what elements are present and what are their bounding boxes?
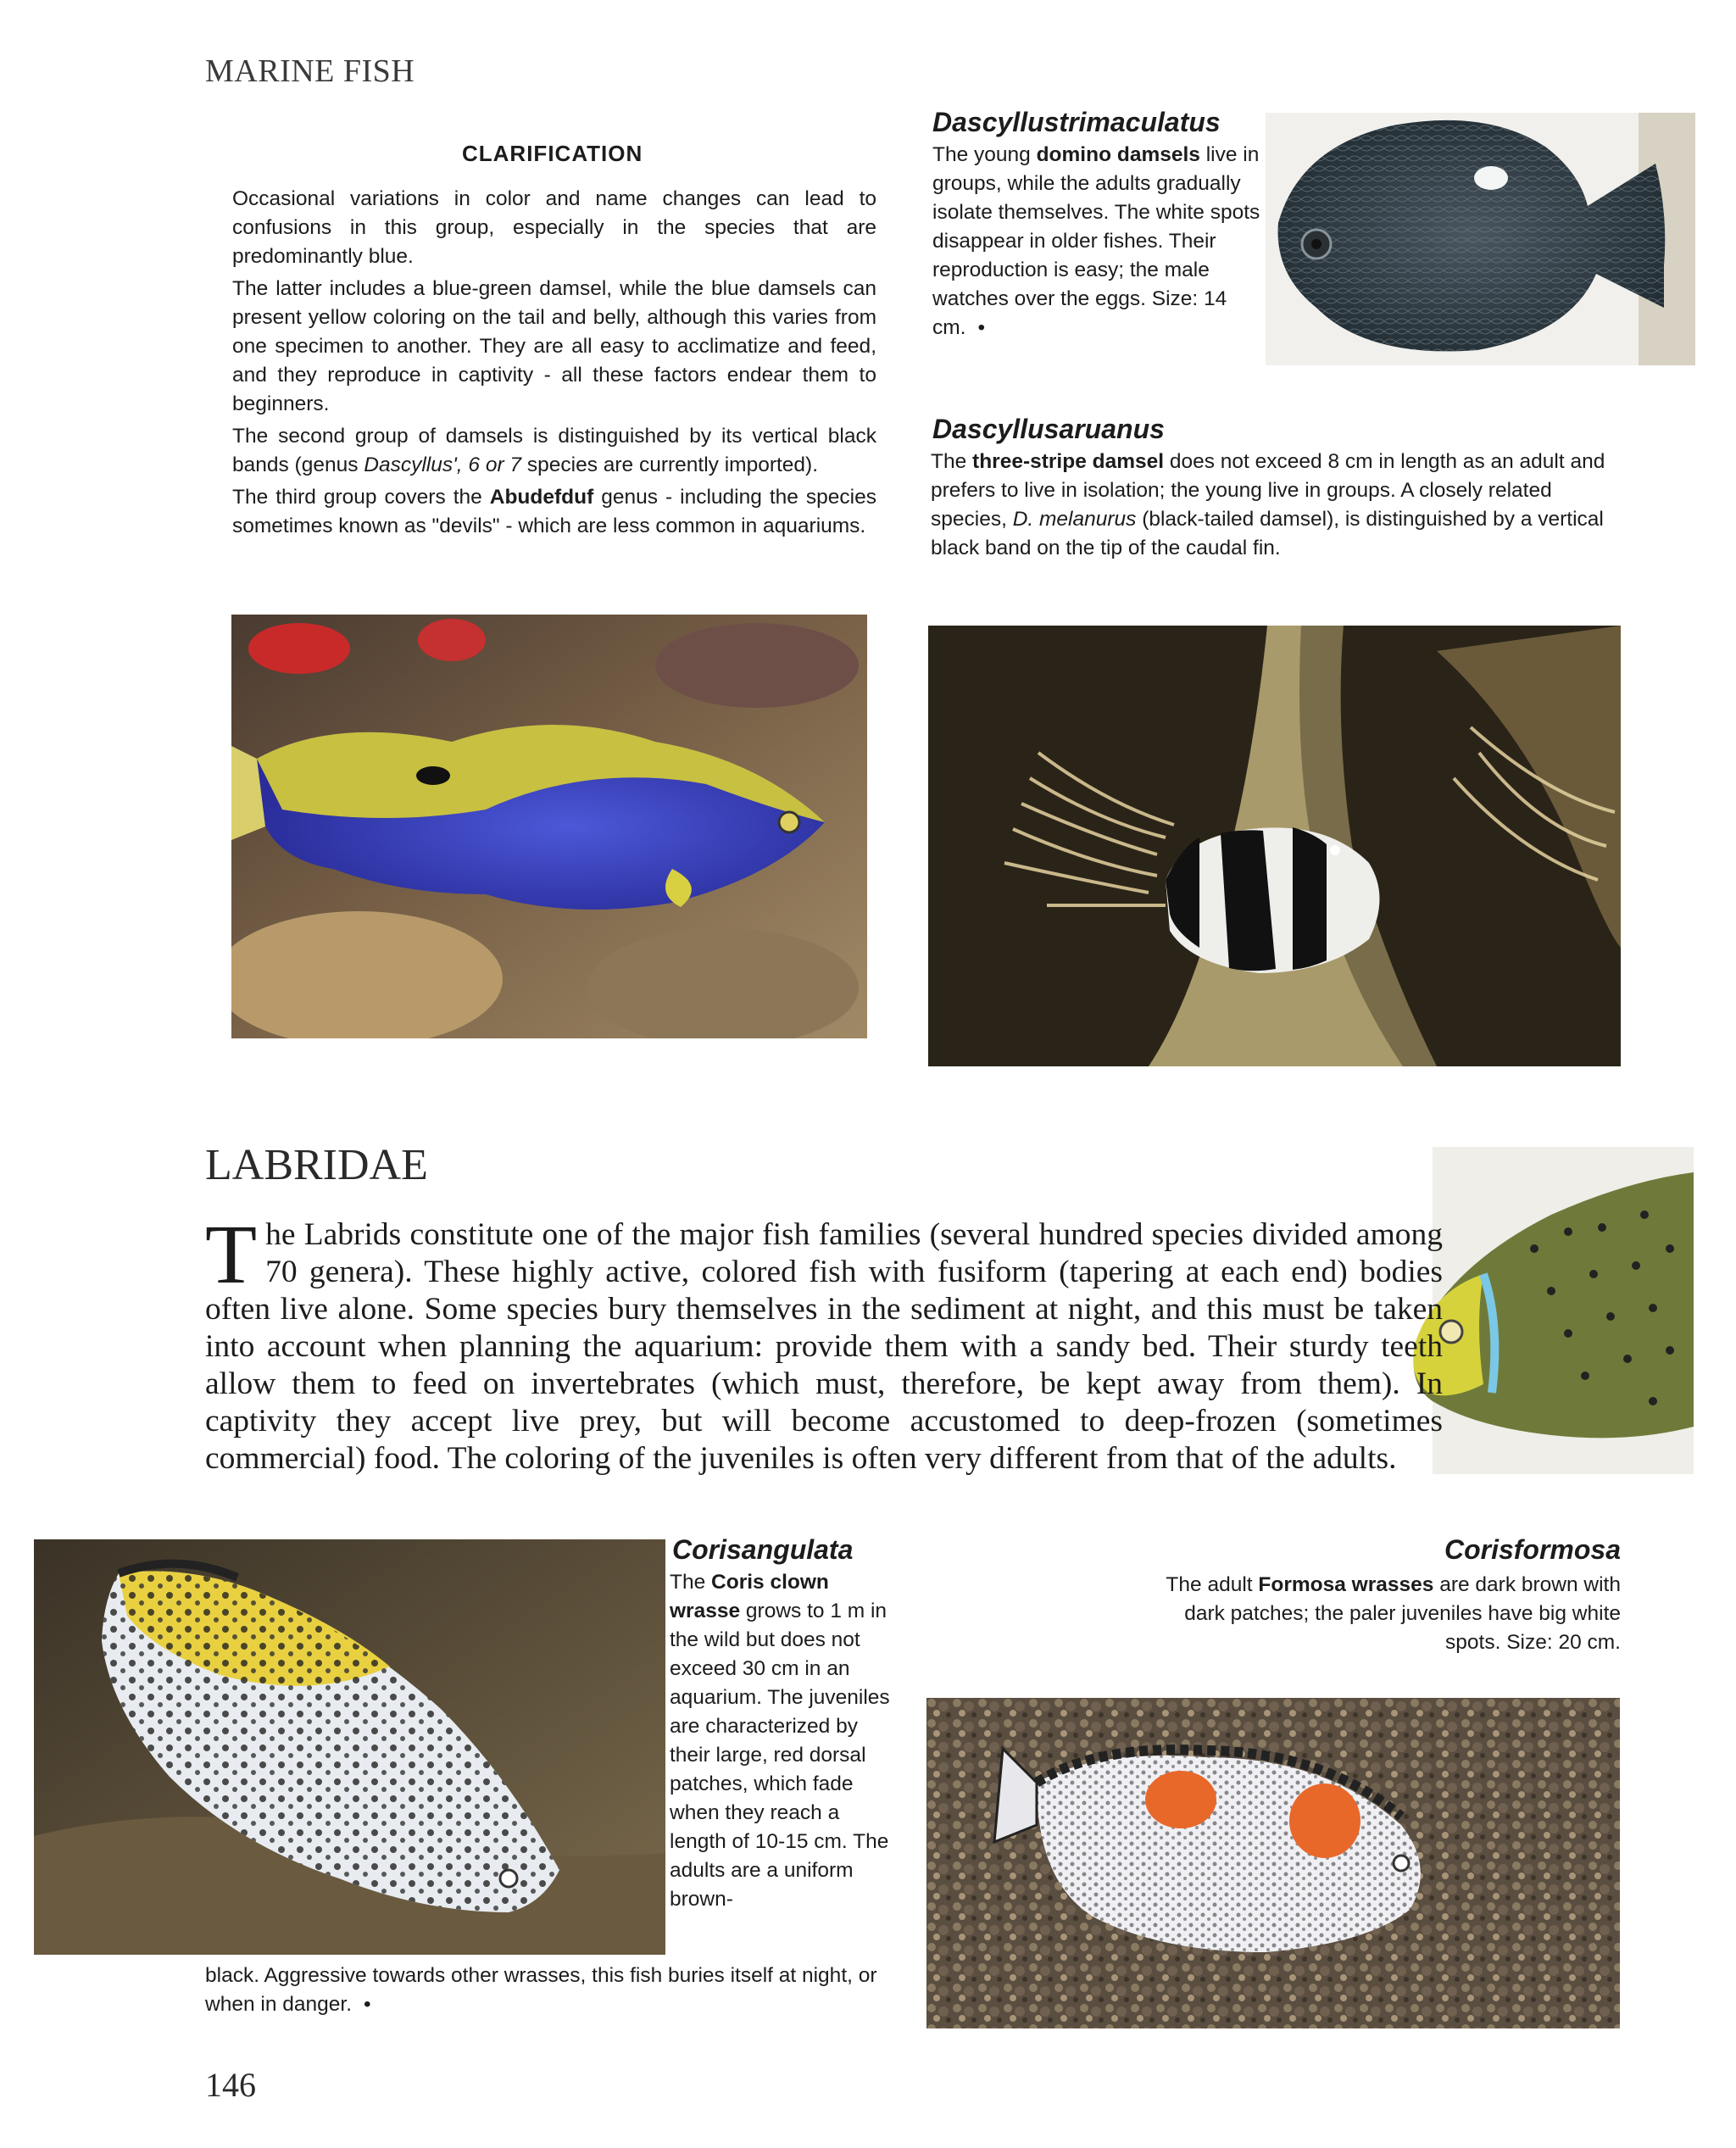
formosa-title: Corisformosa	[1444, 1534, 1621, 1565]
running-head: MARINE FISH	[205, 53, 415, 89]
blue-damsel-photo	[231, 615, 867, 1038]
labridae-dropcap: T	[205, 1207, 258, 1301]
angulata-bold: Coris clown wrasse	[670, 1571, 829, 1622]
clarification-p3	[232, 422, 876, 480]
wrasse-head-photo	[1399, 1147, 1694, 1474]
labridae-title: LABRIDAE	[205, 1141, 428, 1189]
trimaculatus-bold: domino damsels	[1036, 143, 1200, 166]
angulata-title: Corisangulata	[672, 1534, 854, 1565]
clarification-p4-b: genus - including the species sometimes known as "devils" - which are less common in aquariums.	[232, 486, 876, 537]
clarification-p1: Occasional variations in color and name changes can lead to confusions in this group, especially in the species that are predominantly blue.	[232, 187, 876, 268]
clarification-p3-b: species are currently imported).	[521, 454, 819, 476]
formosa-text-b: are dark brown with dark patches; the paler juveniles have big white spots. Size: 20 cm.	[1184, 1573, 1621, 1654]
aruanus-text-c: (black-tailed damsel), is distinguished by a vertical black band on the tip of the caudal fin.	[931, 508, 1604, 559]
clarification-p4-genus: Abudefduf	[489, 486, 594, 509]
aruanus-italic: D. melanurus	[1012, 508, 1137, 531]
clarification-p2: The latter includes a blue-green damsel, while the blue damsels can present yellow coloring on the tail and belly, although this varies from one specimen to another. They are all easy to acclimatize and feed, and they reproduce in captivity - all these factors endear them to beginners.	[232, 277, 876, 415]
angulata-text-a: The	[670, 1571, 712, 1594]
angulata-text	[670, 1568, 894, 1914]
domino-damsel-photo	[1266, 113, 1695, 365]
angulata-text-b: grows to 1 m in the wild but does not exceed 30 cm in an aquarium. The juveniles are characterized by their large, red dorsal patches, which fade when they reach a length of 10-15 cm. The adults are a uniform brown-	[670, 1600, 890, 1911]
trimaculatus-text-a: The young	[932, 143, 1037, 166]
clarification-title: CLARIFICATION	[462, 141, 643, 166]
angulata-text-c: black. Aggressive towards other wrasses, this fish buries itself at night, or when in danger.	[205, 1964, 877, 2016]
formosa-bold: Formosa wrasses	[1258, 1573, 1434, 1596]
labridae-text: he Labrids constitute one of the major fish families (several hundred species divided among 70 genera). These highly active, colored fish with fusiform (tapering at each end) bodies often live alone. Some species bury themselves in the sediment at night, and this must be taken into account when planning the aquarium: provide them with a sandy bed. Their sturdy teeth allow them to feed on invertebrates (which must, therefore, be kept away from them). In captivity they accept live prey, but will become accustomed to deep-frozen (sometimes commercial) food. The coloring of the juveniles is often very different from that of the adults.	[205, 1217, 1443, 1476]
coris-formosa-photo	[926, 1698, 1620, 2028]
page-number: 146	[205, 2066, 256, 2104]
aruanus-text	[931, 448, 1609, 563]
angulata-text-cont	[205, 1962, 900, 2019]
angulata-bullet: •	[364, 1993, 371, 2016]
clarification-p4-a: The third group covers the	[232, 486, 490, 509]
aruanus-text-b: does not exceed 8 cm in length as an adult and prefers to live in isolation; the young live in groups. A closely related species,	[931, 450, 1605, 531]
clarification-p4	[232, 483, 876, 541]
coris-angulata-photo	[34, 1539, 665, 1955]
aruanus-bold: three-stripe damsel	[972, 450, 1165, 473]
clarification-p3-genus: Dascyllus', 6 or 7	[364, 454, 522, 476]
labridae-body	[205, 1207, 1443, 1477]
trimaculatus-text	[932, 141, 1271, 342]
aruanus-text-a: The	[931, 450, 973, 473]
formosa-text-a: The adult	[1166, 1573, 1259, 1596]
formosa-text	[1138, 1571, 1621, 1657]
trimaculatus-bullet: •	[977, 316, 986, 339]
trimaculatus-title: Dascyllustrimaculatus	[932, 107, 1221, 137]
aruanus-title: Dascyllusaruanus	[932, 414, 1165, 444]
three-stripe-damsel-photo	[928, 626, 1621, 1066]
clarification-p3-a: The second group of damsels is distinguished by its vertical black bands (genus	[232, 425, 876, 476]
clarification-body	[232, 185, 876, 544]
trimaculatus-text-b: live in groups, while the adults gradually isolate themselves. The white spots disappear in older fishes. Their reproduction is easy; the male watches over the eggs. Size: 14 cm.	[932, 143, 1260, 339]
